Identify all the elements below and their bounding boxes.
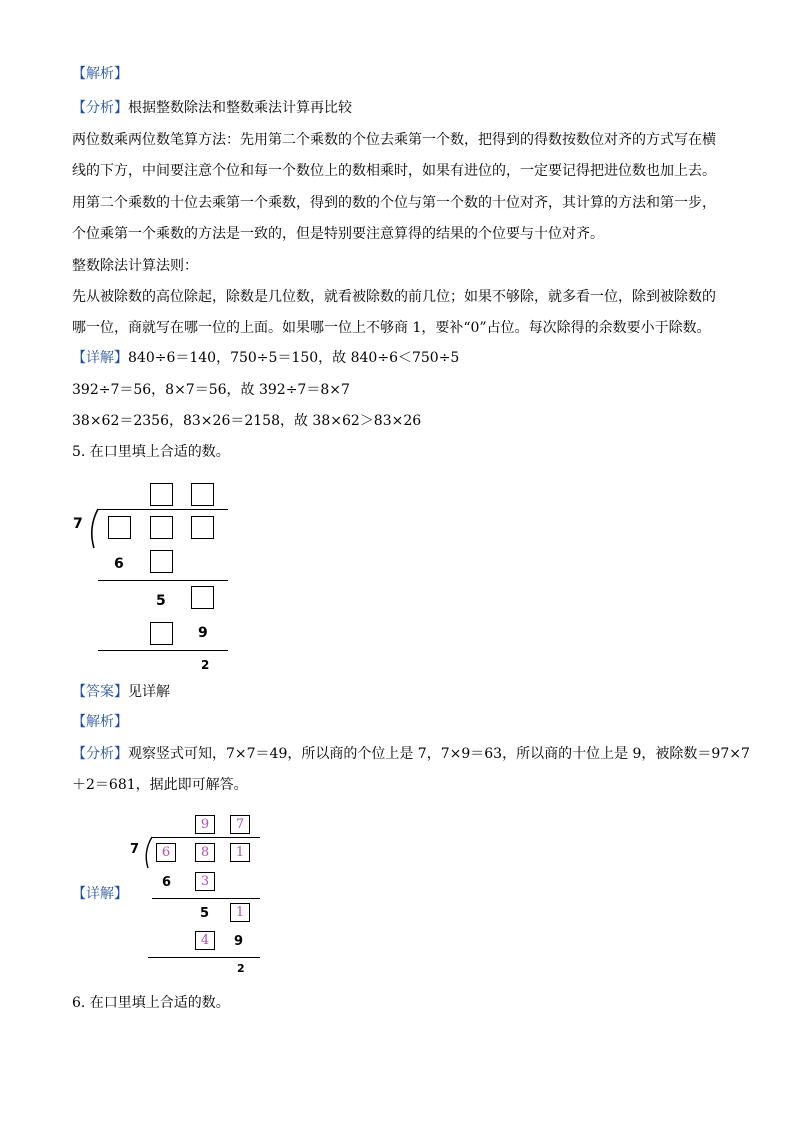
dividend-digit: 6 [156, 843, 176, 862]
paragraph-line: 两位数乘两位数笔算方法：先用第二个乘数的个位去乘第一个数，把得到的得数按数位对齐的方式写在横 [72, 132, 716, 148]
quotient-digit: 7 [230, 815, 250, 834]
blank-box[interactable] [150, 622, 173, 645]
division-bracket [84, 508, 104, 550]
filled-digit: 4 [195, 931, 215, 950]
division-solution [128, 812, 268, 982]
question-title: 5. 在口里填上合适的数。 [72, 444, 230, 460]
paragraph-line: 用第二个乘数的十位去乘第一个乘数，得到的数的个位与第一个数的十位对齐，其计算的方法和第一步， [72, 195, 716, 211]
blank-box[interactable] [191, 483, 214, 506]
analysis-line [72, 744, 750, 764]
detail-tag: 【详解】 [72, 886, 128, 902]
answer-tag: 【答案】 [72, 684, 128, 700]
blank-box[interactable] [150, 516, 173, 539]
detail-line [72, 348, 732, 368]
blank-box[interactable] [150, 550, 173, 573]
analysis-text: 观察竖式可知，7×7＝49，所以商的个位上是 7，7×9＝63，所以商的十位上是 9，被除数＝97×7 [128, 746, 750, 762]
detail-tag: 【详解】 [72, 350, 128, 366]
blank-box[interactable] [191, 516, 214, 539]
paragraph-title: 整数除法计算法则： [72, 258, 198, 274]
subtraction-line [98, 650, 228, 651]
analysis-tag: 【分析】 [72, 746, 128, 762]
digit: 5 [200, 906, 210, 921]
subtraction-line [98, 580, 228, 581]
paragraph-line: 线的下方，中间要注意个位和每一个数位上的数相乘时，如果有进位的，一定要记得把进位数也加上去。 [72, 163, 716, 179]
remainder: 2 [201, 658, 210, 672]
subtraction-line [152, 898, 260, 899]
partial-product: 6 [162, 875, 172, 890]
partial-product: 6 [114, 556, 124, 572]
blank-box[interactable] [150, 483, 173, 506]
answer-text: 见详解 [128, 684, 170, 700]
analysis-header-tag: 【解析】 [72, 66, 128, 82]
analysis-line: ＋2＝681，据此即可解答。 [72, 777, 248, 793]
blank-box[interactable] [108, 516, 131, 539]
digit: 5 [156, 593, 166, 609]
digit: 9 [198, 625, 208, 641]
analysis-text: 根据整数除法和整数乘法计算再比较 [128, 100, 352, 116]
paragraph-line: 个位乘第一个乘数的方法是一致的，但是特别要注意算得的结果的个位要与十位对齐。 [72, 226, 604, 242]
divisor: 7 [73, 516, 83, 532]
detail-line: 392÷7＝56，8×7＝56，故 392÷7＝8×7 [72, 382, 350, 398]
analysis-line [72, 98, 732, 118]
dividend-digit: 8 [195, 843, 215, 862]
detail-text: 840÷6＝140，750÷5＝150，故 840÷6＜750÷5 [128, 350, 460, 366]
section-header [72, 64, 732, 84]
divisor: 7 [130, 842, 140, 857]
subtraction-line [148, 957, 260, 958]
digit: 9 [234, 934, 244, 949]
division-bar [152, 837, 260, 838]
paragraph-line: 先从被除数的高位除起，除数是几位数，就看被除数的前几位；如果不够除，就多看一位，除到被除数的 [72, 289, 716, 305]
dividend-digit: 1 [230, 843, 250, 862]
blank-box[interactable] [191, 586, 214, 609]
section-header [72, 712, 732, 732]
analysis-tag: 【分析】 [72, 100, 128, 116]
filled-digit: 3 [195, 872, 215, 891]
detail-line: 38×62＝2356，83×26＝2158，故 38×62＞83×26 [72, 413, 422, 429]
remainder: 2 [237, 962, 245, 975]
analysis-header-tag: 【解析】 [72, 714, 128, 730]
answer-line [72, 682, 732, 702]
division-bar [98, 509, 228, 510]
question-title: 6. 在口里填上合适的数。 [72, 995, 230, 1011]
paragraph-line: 哪一位，商就写在哪一位的上面。如果哪一位上不够商 1，要补“0”占位。每次除得的余数要小于除数。 [72, 320, 711, 336]
division-puzzle [70, 478, 240, 678]
filled-digit: 1 [230, 903, 250, 922]
quotient-digit: 9 [195, 815, 215, 834]
